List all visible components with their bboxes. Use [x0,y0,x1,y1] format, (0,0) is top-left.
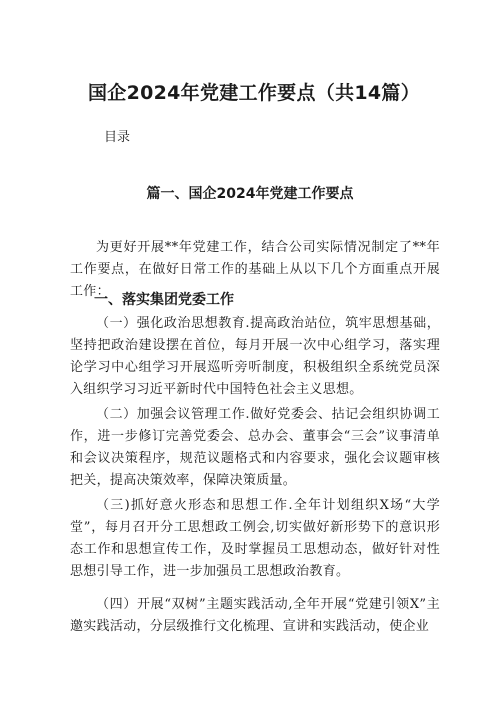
intro-paragraph: 为更好开展**年党建工作，结合公司实际情况制定了**年工作要点，在做好日常工作的基础上从以下几个方面重点开展工作： [70,240,440,299]
section-heading: 篇一、国企2024年党建工作要点 [146,186,354,202]
toc-label: 目录 [104,130,131,145]
document-title: 国企2024年党建工作要点（共14篇） [88,82,421,104]
paragraph-practice-activity: （四）开展“双树”主题实践活动,全年开展“党建引领X”主邀实践活动，分层级推行文化梳理、宣讲和实践活动，使企业 [70,597,440,634]
paragraph-meeting-management: （二）加强会议管理工作.做好党委会、拈记会组织协调工作，进一步修订完善党委会、总办会、董事会“三会”议事清单和会议决策程序，规范议题格式和内容要求，强化会议题审核把关，提高决策效率，保障决策质量。 [70,407,440,488]
subheading-party-committee: 一、落实集团党委工作 [94,292,234,308]
paragraph-political-education: （一）强化政治思想教育.提高政治站位，筑牢思想基础，坚持把政治建设摆在首位，每月开展一次中心组学习，落实理论学习中心组学习开展巡听旁听制度，积极组织全系统党员深入组织学习习近平新时代中国特色社会主义思想。 [70,316,440,397]
paragraph-ideology-work: （三)抓好意火形态和思想工作.全年计划组织X场“大学堂”，每月召开分工思想政工例会,切实做好新形势下的意识形态工作和思想宣传工作，及时掌握员工思想动态，做好针对性思想引导工作，进一步加强员工思想政治教育。 [70,498,440,579]
